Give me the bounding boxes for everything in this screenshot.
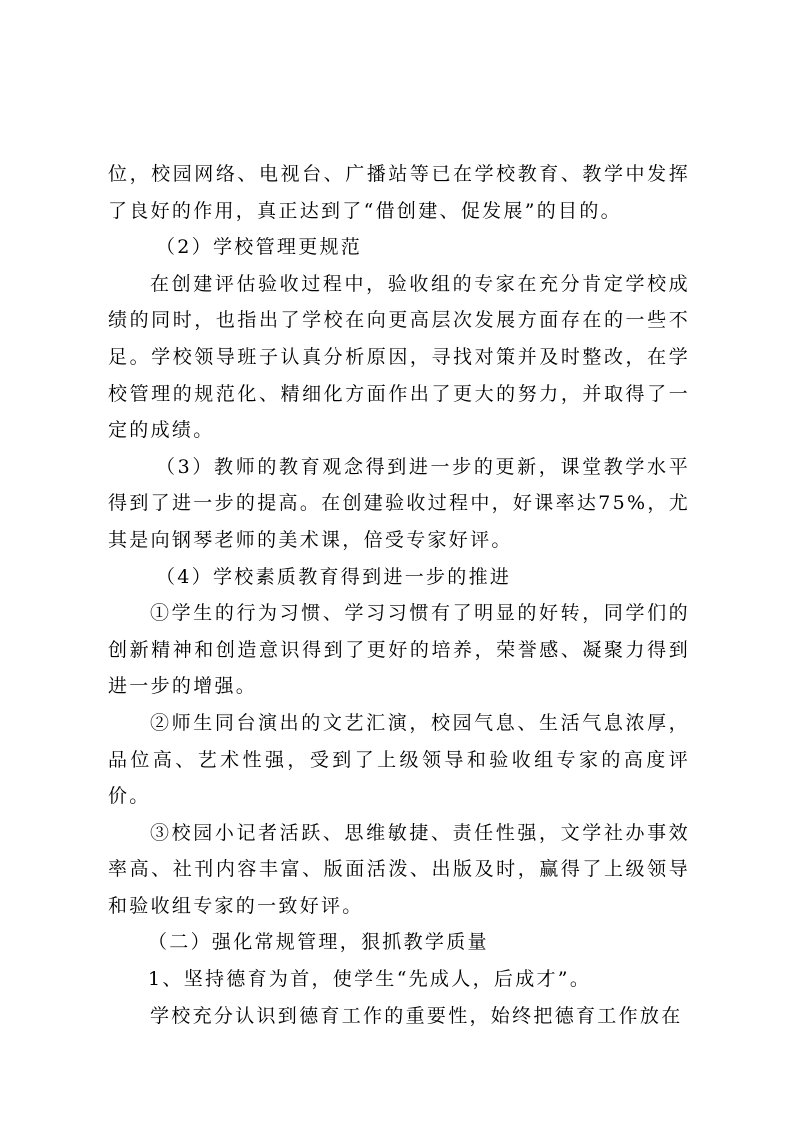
paragraph-evaluation: 在创建评估验收过程中，验收组的专家在充分肯定学校成绩的同时，也指出了学校在向更高层次发展方面存在的一些不足。学校领导班子认真分析原因，寻找对策并及时整改，在学校管理的规范化、精细化方面作出了更大的努力，并取得了一定的成绩。	[108, 272, 690, 442]
paragraph-teacher-concepts: （3）教师的教育观念得到进一步的更新，课堂教学水平得到了进一步的提高。在创建验收过程中，好课率达75%，尤其是向钢琴老师的美术课，倍受专家好评。	[108, 455, 690, 551]
list-item-student-habits: ①学生的行为习惯、学习习惯有了明显的好转，同学们的创新精神和创造意识得到了更好的培养，荣誉感、凝聚力得到进一步的增强。	[108, 602, 690, 698]
subheading-school-management: （2）学校管理更规范	[156, 236, 363, 259]
heading-routine-management: （二）强化常规管理，狠抓教学质量	[148, 931, 489, 954]
heading-moral-education: 1、坚持德育为首，使学生“先成人，后成才”。	[148, 968, 592, 991]
paragraph-continuation: 位，校园网络、电视台、广播站等已在学校教育、教学中发挥了良好的作用，真正达到了“借创建、促发展”的目的。	[108, 163, 690, 222]
list-item-arts-show: ②师生同台演出的文艺汇演，校园气息、生活气息浓厚，品位高、艺术性强，受到了上级领导和验收组专家的高度评价。	[108, 711, 690, 808]
paragraph-moral-education: 学校充分认识到德育工作的重要性，始终把德育工作放在	[150, 1004, 683, 1027]
list-item-reporters: ③校园小记者活跃、思维敏捷、责任性强，文学社办事效率高、社刊内容丰富、版面活泼、出版及时，赢得了上级领导和验收组专家的一致好评。	[108, 821, 690, 917]
subheading-quality-education: （4）学校素质教育得到进一步的推进	[156, 565, 512, 588]
document-body	[108, 156, 690, 1034]
